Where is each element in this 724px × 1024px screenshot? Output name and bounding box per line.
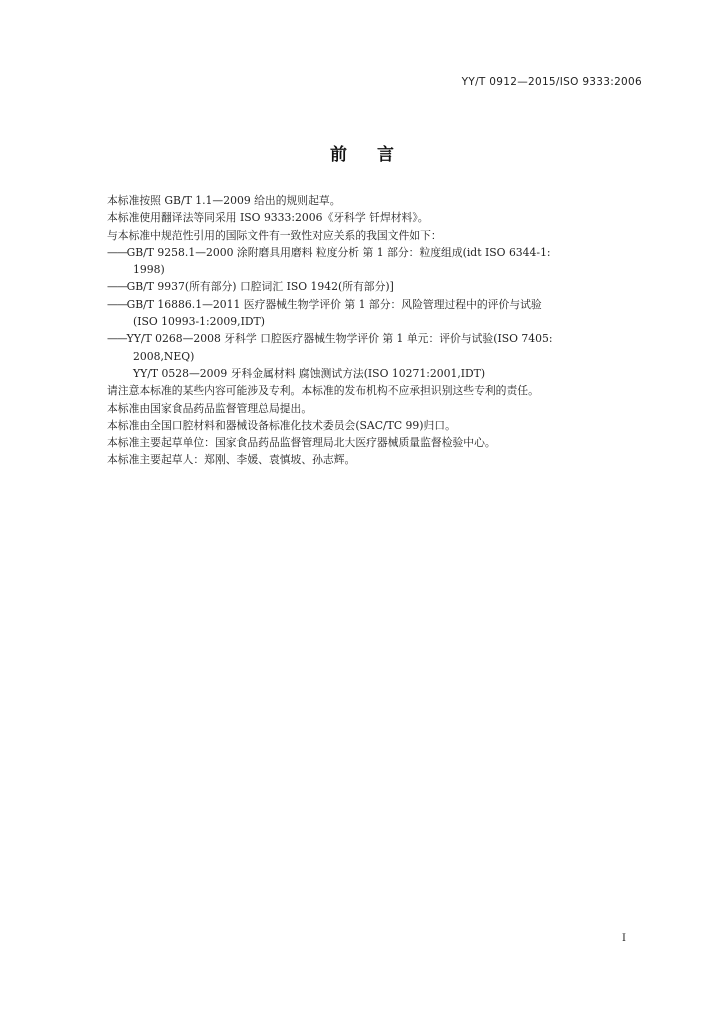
reference-item bbox=[107, 244, 647, 261]
reference-text: GB/T 16886.1—2011 医疗器械生物学评价 第 1 部分：风险管理过程中的评价与试验 bbox=[126, 297, 542, 311]
reference-item bbox=[107, 296, 647, 313]
reference-item: YY/T 0528—2009 牙科金属材料 腐蚀测试方法(ISO 10271:2001,IDT) bbox=[133, 366, 486, 380]
paragraph: 本标准由国家食品药品监督管理总局提出。 bbox=[107, 401, 313, 415]
reference-text: GB/T 9937(所有部分) 口腔词汇 ISO 1942(所有部分)] bbox=[126, 280, 394, 294]
reference-text: GB/T 9258.1—2000 涂附磨具用磨料 粒度分析 第 1 部分：粒度组成(idt ISO 6344-1: bbox=[126, 245, 551, 259]
page-title: 前言 bbox=[330, 145, 424, 165]
reference-continuation: 2008,NEQ) bbox=[133, 349, 195, 363]
standard-number: YY/T 0912—2015/ISO 9333:2006 bbox=[461, 76, 642, 88]
reference-dash: —— bbox=[107, 297, 127, 311]
paragraph: 请注意本标准的某些内容可能涉及专利。本标准的发布机构不应承担识别这些专利的责任。 bbox=[107, 384, 539, 398]
reference-dash: —— bbox=[107, 332, 127, 346]
reference-item bbox=[107, 330, 647, 347]
document-body bbox=[107, 192, 647, 469]
reference-item bbox=[107, 278, 647, 295]
reference-continuation: 1998) bbox=[133, 263, 165, 277]
paragraph: 本标准使用翻译法等同采用 ISO 9333:2006《牙科学 钎焊材料》。 bbox=[107, 211, 429, 225]
reference-dash: —— bbox=[107, 280, 127, 294]
reference-dash: —— bbox=[107, 245, 127, 259]
paragraph: 本标准由全国口腔材料和器械设备标准化技术委员会(SAC/TC 99)归口。 bbox=[107, 418, 456, 432]
reference-text: YY/T 0268—2008 牙科学 口腔医疗器械生物学评价 第 1 单元：评价与试验(ISO 7405: bbox=[126, 332, 553, 346]
paragraph: 与本标准中规范性引用的国际文件有一致性对应关系的我国文件如下： bbox=[107, 228, 442, 242]
paragraph: 本标准主要起草单位：国家食品药品监督管理局北大医疗器械质量监督检验中心。 bbox=[107, 436, 496, 450]
reference-continuation: (ISO 10993-1:2009,IDT) bbox=[133, 315, 265, 329]
paragraph: 本标准主要起草人：郑刚、李媛、袁慎坡、孙志辉。 bbox=[107, 453, 356, 467]
page-number: I bbox=[622, 933, 626, 944]
paragraph: 本标准按照 GB/T 1.1—2009 给出的规则起草。 bbox=[107, 194, 341, 207]
